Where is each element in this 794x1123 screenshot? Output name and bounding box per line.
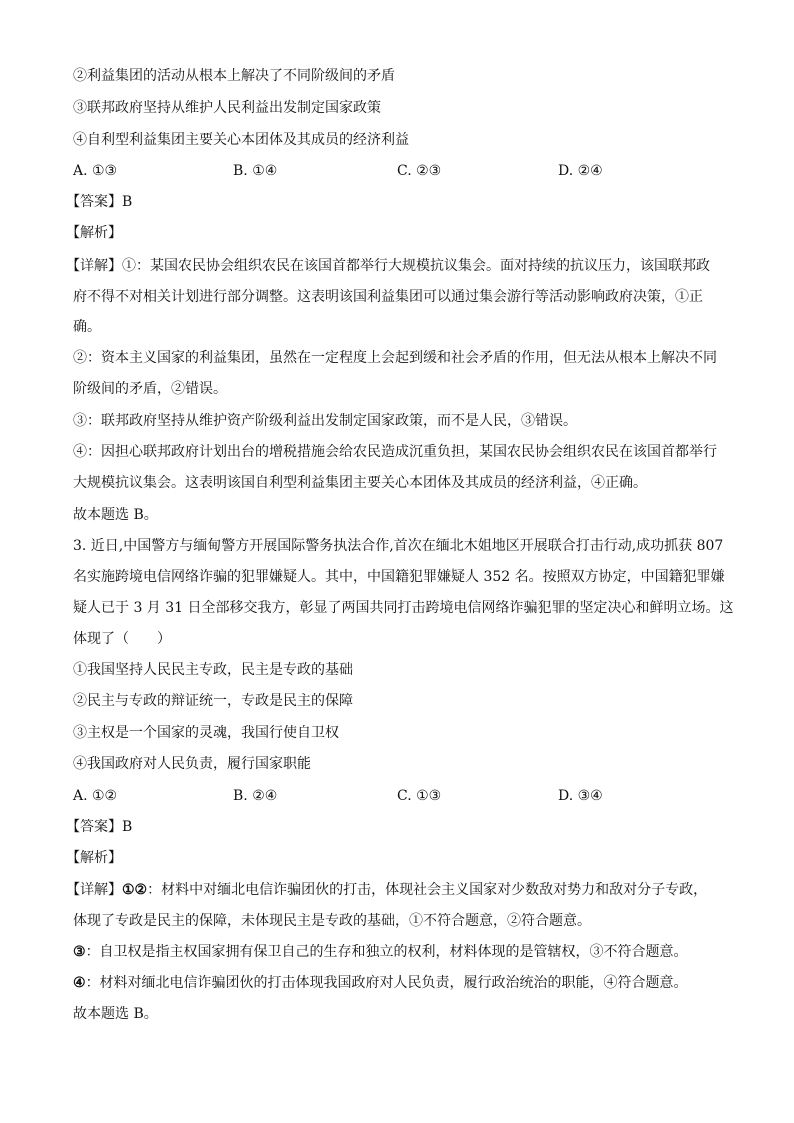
q3-option-c: C. ①③ [397,788,442,804]
q2-analysis-line: ④：因担心联邦政府计划出台的增税措施会给农民造成沉重负担，某国农民协会组织农民在该国首都举行 [73,444,717,460]
q3-analysis-line [73,974,688,992]
q2-option-d: D. ②④ [558,163,603,179]
q2-choice-3: ③联邦政府坚持从维护人民利益出发制定国家政策 [73,100,381,116]
analysis-text: 故本题选 B。 [73,1006,158,1022]
q3-choice-1: ①我国坚持人民民主专政，民主是专政的基础 [73,662,353,678]
q2-answer: 【答案】B [66,194,133,210]
q2-analysis-heading: 【解析】 [66,225,122,241]
q2-option-b: B. ①④ [233,163,278,179]
q3-option-a: A. ①② [73,788,118,804]
q3-choice-3: ③主权是一个国家的灵魂，我国行使自卫权 [73,725,339,741]
q3-analysis-line [66,881,707,899]
analysis-text: ：材料对缅北电信诈骗团伙的打击体现我国政府对人民负责，履行政治统治的职能，④符合题意。 [85,975,688,991]
q2-option-a: A. ①③ [73,163,118,179]
analysis-text: ：自卫权是指主权国家拥有保卫自己的生存和独立的权利，材料体现的是管辖权，③不符合题意。 [85,944,688,960]
analysis-marks: ④ [73,975,86,991]
q3-choice-4: ④我国政府对人民负责，履行国家职能 [73,756,311,772]
q3-stem-line: 名实施跨境电信网络诈骗的犯罪嫌疑人。其中，中国籍犯罪嫌疑人 352 名。按照双方协定，中国籍犯罪嫌 [73,569,725,585]
analysis-marks: ③ [73,944,86,960]
q2-analysis-line: 故本题选 B。 [73,507,158,523]
q3-stem-line: 3. 近日,中国警方与缅甸警方开展国际警务执法合作,首次在缅北木姐地区开展联合打击行动,成功抓获 807 [73,538,724,554]
q2-option-c: C. ②③ [397,163,442,179]
q3-choice-2: ②民主与专政的辩证统一，专政是民主的保障 [73,693,353,709]
q3-stem-line: 疑人已于 3 月 31 日全部移交我方，彰显了两国共同打击跨境电信网络诈骗犯罪的坚定决心和鲜明立场。这 [73,600,734,616]
q2-choice-2: ②利益集团的活动从根本上解决了不同阶级间的矛盾 [73,68,395,84]
q3-answer: 【答案】B [66,819,133,835]
q3-analysis-line [73,1005,158,1023]
q2-analysis-line: ②：资本主义国家的利益集团，虽然在一定程度上会起到缓和社会矛盾的作用，但无法从根本上解决不同 [73,350,717,366]
q2-analysis-line: 【详解】①：某国农民协会组织农民在该国首都举行大规模抗议集会。面对持续的抗议压力，该国联邦政 [66,258,710,274]
q2-analysis-line: ③：联邦政府坚持从维护资产阶级利益出发制定国家政策，而不是人民，③错误。 [73,413,577,429]
q3-analysis-line [73,943,688,961]
q3-stem-line: 体现了（ ） [73,631,171,647]
analysis-lead: 【详解】 [66,882,122,898]
q3-option-b: B. ②④ [233,788,278,804]
analysis-marks: ①② [122,882,148,898]
q3-option-d: D. ③④ [558,788,603,804]
q2-analysis-line: 大规模抗议集会。这表明该国自利型利益集团主要关心本团体及其成员的经济利益，④正确。 [73,475,647,491]
analysis-text: ：材料中对缅北电信诈骗团伙的打击，体现社会主义国家对少数敌对势力和敌对分子专政， [147,882,708,898]
q2-analysis-line: 阶级间的矛盾，②错误。 [73,381,227,397]
q2-choice-4: ④自利型利益集团主要关心本团体及其成员的经济利益 [73,132,409,148]
q3-analysis-line [73,912,591,930]
q3-analysis-heading: 【解析】 [66,850,122,866]
q2-analysis-line: 确。 [73,319,101,335]
q2-analysis-line: 府不得不对相关计划进行部分调整。这表明该国利益集团可以通过集会游行等活动影响政府决策，①正 [73,289,703,305]
analysis-text: 体现了专政是民主的保障，未体现民主是专政的基础，①不符合题意，②符合题意。 [73,913,591,929]
